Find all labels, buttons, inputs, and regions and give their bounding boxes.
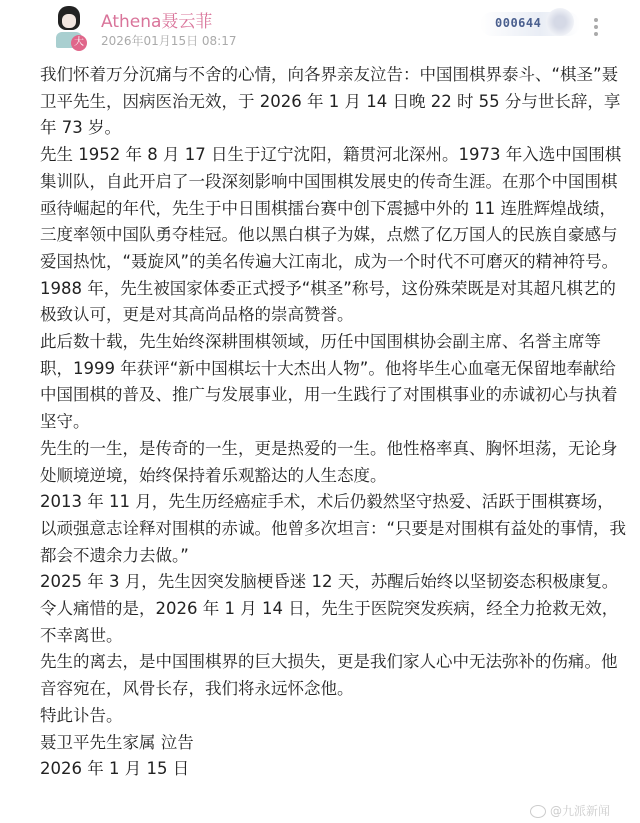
paragraph: 先生的一生，是传奇的一生，更是热爱的一生。他性格率真、胸怀坦荡，无论身处顺境逆境，始终保持着乐观豁达的人生态度。 <box>40 438 618 485</box>
weibo-icon <box>530 805 546 818</box>
fan-badge-avatar-icon <box>546 8 574 36</box>
watermark <box>530 802 610 819</box>
signature: 聂卫平先生家属 泣告 <box>40 732 194 752</box>
more-options-icon[interactable] <box>594 18 600 38</box>
paragraph: 2013 年 11 月，先生历经癌症手术，术后仍毅然坚守热爱、活跃于围棋赛场，以顽强意志诠释对围棋的赤诚。他曾多次坦言：“只要是对围棋有益处的事情，我都会不遗余力去做。” <box>40 492 627 565</box>
paragraph: 2025 年 3 月，先生因突发脑梗昏迷 12 天，苏醒后始终以坚韧姿态积极康复。 <box>40 572 619 592</box>
fan-badge-number: 000644 <box>495 16 542 30</box>
fan-badge[interactable] <box>480 12 580 36</box>
paragraph: 我们怀着万分沉痛与不舍的心情，向各界亲友泣告：中国围棋界泰斗、“棋圣”聂卫平先生，因病医治无效，于 2026 年 1 月 14 日晚 22 时 55 分与世长辞，享年 73 岁。 <box>40 65 621 138</box>
watermark-text: @九派新闻 <box>550 804 611 818</box>
post-body <box>40 62 630 783</box>
signature-date: 2026 年 1 月 15 日 <box>40 759 190 779</box>
post-header <box>0 0 640 56</box>
paragraph: 先生的离去，是中国围棋界的巨大损失，更是我们家人心中无法弥补的伤痛。他音容宛在，风骨长存，我们将永远怀念他。 <box>40 652 618 699</box>
paragraph: 此后数十载，先生始终深耕围棋领域，历任中国围棋协会副主席、名誉主席等职，1999 年获评“新中国棋坛十大杰出人物”。他将毕生心血毫无保留地奉献给中国围棋的普及、推广与发展事业，用一生践行了对围棋事业的赤诚初心与执着坚守。 <box>40 332 618 432</box>
avatar-face <box>62 14 76 28</box>
post-timestamp: 2026年01月15日 08:17 <box>101 34 237 48</box>
paragraph: 令人痛惜的是，2026 年 1 月 14 日，先生于医院突发疾病，经全力抢救无效，不幸离世。 <box>40 599 619 645</box>
verified-badge-icon: 大 <box>71 35 87 51</box>
paragraph: 先生 1952 年 8 月 17 日生于辽宁沈阳，籍贯河北深州。1973 年入选中国围棋集训队，自此开启了一段深刻影响中国围棋发展史的传奇生涯。在那个中国围棋亟待崛起的年代，先生于中日围棋擂台赛中创下震撼中外的 11 连胜辉煌战绩，三度率领中国队勇夺桂冠。他以黑白棋子为媒，点燃了亿万国人的民族自豪感与爱国热忱，“聂旋风”的美名传遍大江南北，成为一个时代不可磨灭的精神符号。1988 年，先生被国家体委正式授予“棋圣”称号，这份殊荣既是对其超凡棋艺的极致认可，更是对其高尚品格的崇高赞誉。 <box>40 145 622 325</box>
username[interactable]: Athena聂云菲 <box>101 12 213 32</box>
paragraph: 特此讣告。 <box>40 705 123 725</box>
